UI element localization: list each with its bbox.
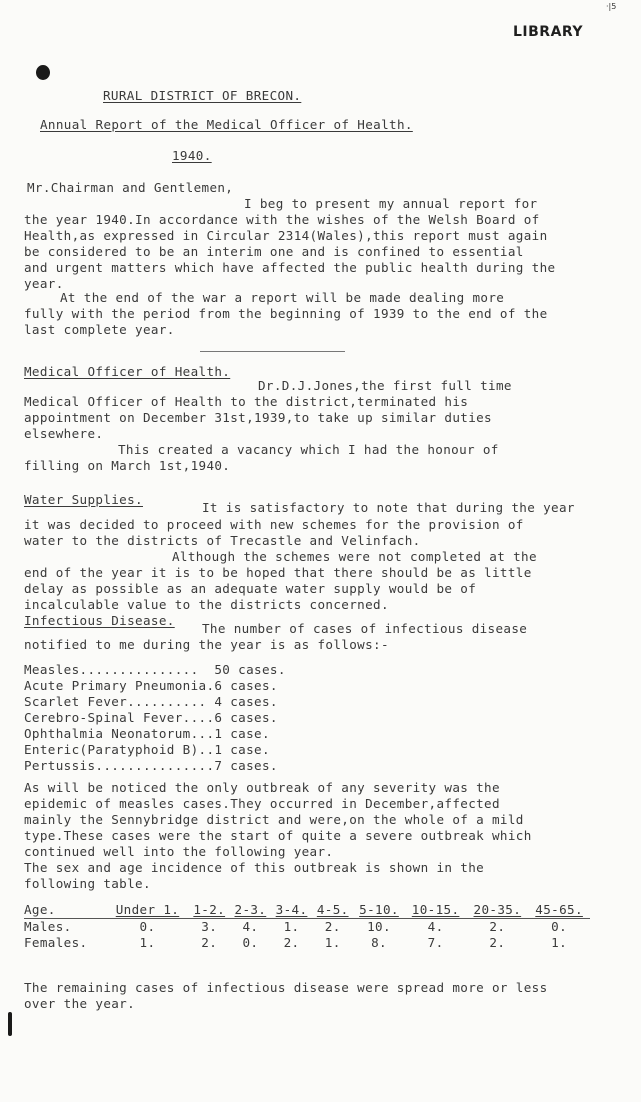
column-header: Under 1.: [115, 902, 180, 917]
water-line: It is satisfactory to note that during the year: [202, 500, 575, 515]
intro-line: and urgent matters which have affected the public health during the: [24, 260, 556, 275]
moh-line: This created a vacancy which I had the honour of: [118, 442, 499, 457]
table-cell: 3.: [201, 919, 218, 934]
margin-mark-icon: [8, 1012, 12, 1036]
report-year: 1940.: [172, 148, 212, 163]
moh-line: appointment on December 31st,1939,to take up similar duties: [24, 410, 492, 425]
table-row: [24, 694, 286, 710]
disease-name: Measles...............: [24, 662, 199, 677]
table-row: [24, 710, 286, 726]
table-row: [24, 758, 286, 774]
column-header: Age.: [24, 902, 56, 917]
table-row: [24, 919, 590, 936]
water-line: it was decided to proceed with new schemes for the provision of: [24, 517, 524, 532]
column-header: 4-5.: [316, 902, 349, 917]
moh-heading: Medical Officer of Health.: [24, 364, 231, 379]
intro-line: the year 1940.In accordance with the wishes of the Welsh Board of: [24, 212, 540, 227]
outbreak-line: The sex and age incidence of this outbreak is shown in the: [24, 860, 485, 875]
intro-line: fully with the period from the beginning of 1939 to the end of the: [24, 306, 548, 321]
disease-name: Pertussis...............: [24, 758, 215, 773]
water-line: incalculable value to the districts concerned.: [24, 597, 389, 612]
table-cell: 0.: [551, 919, 568, 934]
table-row: [24, 662, 286, 678]
intro-line: last complete year.: [24, 322, 175, 337]
intro-line: I beg to present my annual report for: [244, 196, 538, 211]
disease-name: Acute Primary Pneumonia.: [24, 678, 215, 693]
table-cell: 10.: [367, 919, 391, 934]
corner-mark: ·|5: [606, 2, 617, 11]
table-cell: 7.: [427, 935, 444, 950]
moh-line: Medical Officer of Health to the district,terminated his: [24, 394, 469, 409]
column-header: 45-65.: [535, 902, 583, 917]
table-cell: 2.: [201, 935, 218, 950]
table-cell: 1.: [283, 919, 300, 934]
moh-line: Dr.D.J.Jones,the first full time: [258, 378, 512, 393]
row-label: Males.: [24, 919, 72, 934]
table-cell: 0.: [139, 919, 156, 934]
column-header: 1-2.: [193, 902, 226, 917]
library-stamp: LIBRARY: [513, 24, 584, 40]
disease-name: Cerebro-Spinal Fever....: [24, 710, 215, 725]
case-count: 1 case.: [214, 726, 270, 741]
table-cell: 0.: [242, 935, 259, 950]
district-heading: RURAL DISTRICT OF BRECON.: [103, 88, 302, 103]
table-header-row: [24, 902, 590, 919]
outbreak-line: continued well into the following year.: [24, 844, 334, 859]
table-cell: 2.: [489, 935, 506, 950]
outbreak-line: epidemic of measles cases.They occurred in December,affected: [24, 796, 500, 811]
table-cell: 2.: [324, 919, 341, 934]
case-count: 1 case.: [214, 742, 270, 757]
outbreak-line: type.These cases were the start of quite a severe outbreak which: [24, 828, 532, 843]
table-cell: 4.: [242, 919, 259, 934]
column-header: 20-35.: [473, 902, 522, 917]
intro-line: At the end of the war a report will be made dealing more: [60, 290, 505, 305]
water-line: Although the schemes were not completed at the: [172, 549, 537, 564]
water-line: end of the year it is to be hoped that there should be as little: [24, 565, 532, 580]
water-line: delay as possible as an adequate water supply would be of: [24, 581, 477, 596]
column-header: 2-3.: [234, 902, 267, 917]
table-cell: 1.: [139, 935, 156, 950]
disease-name: Enteric(Paratyphoid B)..: [24, 742, 215, 757]
column-header: 5-10.: [359, 902, 399, 917]
moh-line: elsewhere.: [24, 426, 104, 441]
table-row: [24, 935, 590, 951]
water-heading: Water Supplies.: [24, 492, 143, 507]
infectious-line: notified to me during the year is as follows:-: [24, 637, 389, 652]
water-line: water to the districts of Trecastle and Velinfach.: [24, 533, 421, 548]
moh-line: filling on March 1st,1940.: [24, 458, 231, 473]
case-count: 4 cases.: [214, 694, 278, 709]
outbreak-line: As will be noticed the only outbreak of any severity was the: [24, 780, 500, 795]
row-label: Females.: [24, 935, 88, 950]
infectious-heading: Infectious Disease.: [24, 613, 175, 628]
case-count: 6 cases.: [214, 710, 278, 725]
column-header: 10-15.: [411, 902, 460, 917]
table-cell: 2.: [283, 935, 300, 950]
outbreak-line: mainly the Sennybridge district and were,on the whole of a mild: [24, 812, 524, 827]
intro-line: be considered to be an interim one and is confined to essential: [24, 244, 524, 259]
disease-name: Scarlet Fever..........: [24, 694, 207, 709]
disease-name: Ophthalmia Neonatorum...: [24, 726, 215, 741]
punch-hole-icon: [36, 65, 50, 80]
cases-table: [24, 662, 286, 774]
table-row: [24, 678, 286, 694]
case-count: 50 cases.: [214, 662, 286, 677]
report-title: Annual Report of the Medical Officer of Health.: [40, 117, 413, 132]
age-sex-table: [24, 902, 590, 951]
table-cell: 4.: [427, 919, 444, 934]
section-divider: [200, 351, 345, 352]
intro-line: year.: [24, 276, 64, 291]
intro-line: Health,as expressed in Circular 2314(Wales),this report must again: [24, 228, 548, 243]
table-cell: 1.: [324, 935, 341, 950]
table-cell: 8.: [371, 935, 387, 950]
column-header: 3-4.: [275, 902, 308, 917]
table-row: [24, 726, 286, 742]
case-count: 6 cases.: [214, 678, 278, 693]
table-cell: 2.: [489, 919, 506, 934]
table-row: [24, 742, 286, 758]
salutation: Mr.Chairman and Gentlemen,: [27, 180, 234, 195]
closing-line: The remaining cases of infectious disease were spread more or less: [24, 980, 548, 995]
table-cell: 1.: [551, 935, 568, 950]
outbreak-line: following table.: [24, 876, 151, 891]
closing-line: over the year.: [24, 996, 136, 1011]
infectious-line: The number of cases of infectious disease: [202, 621, 528, 636]
case-count: 7 cases.: [214, 758, 278, 773]
